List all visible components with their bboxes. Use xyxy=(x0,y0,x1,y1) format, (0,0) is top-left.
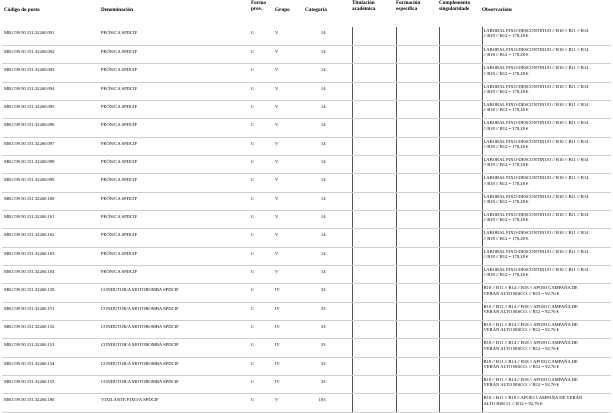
cell-complemento xyxy=(439,100,482,118)
obs-line-1: B10 // B11 // B14 // B18 // APOIO CAMPAÑA DE xyxy=(483,340,578,346)
cell-titulacion xyxy=(352,394,396,412)
table-row xyxy=(2,376,611,394)
cell-titulacion xyxy=(352,339,396,357)
cell-forma: C xyxy=(251,119,275,137)
obs-line-2: VERÁN ALTO RISCO. // B12 = 92,76 € xyxy=(483,290,559,296)
cell-grupo: IV xyxy=(275,339,305,357)
table-row xyxy=(2,192,611,210)
cell-denominacion: CONDUTOR/A MOTOBOMBA SPDCIF xyxy=(101,321,251,339)
cell-codigo: MR.C99.50.151.32260.155 xyxy=(2,376,101,394)
cell-titulacion xyxy=(352,45,396,63)
cell-grupo: V xyxy=(275,119,305,137)
cell-forma: C xyxy=(251,229,275,247)
cell-categoria: 103 xyxy=(305,394,352,412)
cell-grupo: V xyxy=(275,210,305,228)
cell-titulacion xyxy=(352,210,396,228)
cell-formacion xyxy=(396,64,439,82)
cell-observacions xyxy=(482,339,611,357)
cell-grupo: IV xyxy=(275,284,305,302)
cell-codigo: MR.C99.50.151.32260.101 xyxy=(2,210,101,228)
cell-observacions xyxy=(482,192,611,210)
cell-categoria: 14 xyxy=(305,45,352,63)
cell-titulacion xyxy=(352,321,396,339)
obs-line-2: // B18 // B12 = 178,28 € xyxy=(483,125,529,131)
cell-complemento xyxy=(439,302,482,320)
cell-titulacion xyxy=(352,376,396,394)
cell-complemento xyxy=(439,174,482,192)
cell-denominacion: PEÓN/CA SPDCIF xyxy=(101,100,251,118)
cell-titulacion xyxy=(352,265,396,283)
cell-denominacion: CONDUTOR/A MOTOBOMBA SPDCIF xyxy=(101,302,251,320)
cell-forma: C xyxy=(251,210,275,228)
cell-titulacion xyxy=(352,155,396,173)
table-row xyxy=(2,27,611,45)
cell-observacions xyxy=(482,247,611,265)
cell-formacion xyxy=(396,192,439,210)
obs-line-1: LABORAL FIXO-DESCONTINUO // B10 // B11 // B14 xyxy=(483,28,589,33)
cell-observacions xyxy=(482,302,611,320)
cell-complemento xyxy=(439,284,482,302)
obs-line-2: VERÁN ALTO RISCO. // B12 = 92,76 € xyxy=(483,327,559,333)
cell-forma: C xyxy=(251,247,275,265)
cell-observacions xyxy=(482,357,611,375)
cell-denominacion: PEÓN/CA SPDCIF xyxy=(101,45,251,63)
cell-observacions xyxy=(482,210,611,228)
cell-grupo: V xyxy=(275,192,305,210)
header-row xyxy=(2,0,611,27)
cell-codigo: MR.C99.50.151.32260.151 xyxy=(2,302,101,320)
cell-categoria: 14 xyxy=(305,100,352,118)
cell-forma: C xyxy=(251,284,275,302)
cell-codigo: MR.C99.50.151.32260.103 xyxy=(2,247,101,265)
cell-observacions xyxy=(482,155,611,173)
cell-complemento xyxy=(439,376,482,394)
cell-categoria: 33 xyxy=(305,321,352,339)
cell-codigo: MR.C99.50.151.32260.093 xyxy=(2,64,101,82)
cell-codigo: MR.C99.50.151.32260.091 xyxy=(2,27,101,45)
cell-grupo: V xyxy=(275,247,305,265)
obs-line-1: LABORAL FIXO-DESCONTINUO // B10 // B11 // B14 xyxy=(483,101,589,107)
cell-formacion xyxy=(396,210,439,228)
obs-line-1: LABORAL FIXO-DESCONTINUO // B10 // B11 // B14 xyxy=(483,65,589,71)
cell-observacions xyxy=(482,82,611,100)
cell-forma: C xyxy=(251,265,275,283)
cell-complemento xyxy=(439,64,482,82)
obs-line-1: B10 // B11 // B18 // APOIO CAMPAÑA DE VERÁN xyxy=(483,395,583,401)
table-row xyxy=(2,119,611,137)
obs-line-2: VERÁN ALTO RISCO. // B12 = 92,76 € xyxy=(483,364,559,370)
cell-codigo: MR.C99.50.151.32260.152 xyxy=(2,321,101,339)
cell-formacion xyxy=(396,394,439,412)
cell-codigo: MR.C99.50.151.32260.154 xyxy=(2,357,101,375)
cell-codigo: MR.C99.50.151.32260.099 xyxy=(2,174,101,192)
obs-line-2: // B18 // B12 = 178,28 € xyxy=(483,33,529,39)
cell-forma: C xyxy=(251,64,275,82)
cell-codigo: MR.C99.50.151.32260.102 xyxy=(2,229,101,247)
cell-denominacion: PEÓN/CA SPDCIF xyxy=(101,137,251,155)
obs-line-1: LABORAL FIXO-DESCONTINUO // B10 // B11 // B14 xyxy=(483,46,589,52)
obs-line-1: B10 // B11 // B14 // B18 // APOIO CAMPAÑA DE xyxy=(483,285,578,291)
table-row xyxy=(2,265,611,283)
cell-formacion xyxy=(396,45,439,63)
cell-denominacion: PEÓN/CA SPDCIF xyxy=(101,64,251,82)
cell-forma: C xyxy=(251,302,275,320)
cell-forma: C xyxy=(251,376,275,394)
cell-grupo: V xyxy=(275,64,305,82)
cell-forma: C xyxy=(251,174,275,192)
cell-codigo: MR.C99.50.151.32260.180 xyxy=(2,394,101,412)
cell-titulacion xyxy=(352,119,396,137)
cell-categoria: 14 xyxy=(305,155,352,173)
cell-forma: C xyxy=(251,339,275,357)
cell-categoria: 33 xyxy=(305,302,352,320)
cell-formacion xyxy=(396,357,439,375)
cell-formacion xyxy=(396,247,439,265)
cell-titulacion xyxy=(352,82,396,100)
cell-titulacion xyxy=(352,284,396,302)
cell-denominacion: PEÓN/CA SPDCIF xyxy=(101,119,251,137)
cell-grupo: IV xyxy=(275,376,305,394)
obs-line-2: // B18 // B12 = 178,28 € xyxy=(483,107,529,113)
cell-complemento xyxy=(439,192,482,210)
cell-complemento xyxy=(439,155,482,173)
header-categoria: Categoría xyxy=(305,7,327,13)
table-row xyxy=(2,64,611,82)
cell-grupo: V xyxy=(275,27,305,45)
obs-line-2: VERÁN ALTO RISCO. // B12 = 92,76 € xyxy=(483,345,559,351)
cell-forma: C xyxy=(251,27,275,45)
obs-line-2: // B18 // B12 = 178,28 € xyxy=(483,162,529,168)
cell-denominacion: PEÓN/CA SPDCIF xyxy=(101,229,251,247)
cell-categoria: 33 xyxy=(305,376,352,394)
cell-complemento xyxy=(439,394,482,412)
obs-line-2: // B18 // B12 = 178,28 € xyxy=(483,217,529,223)
obs-line-1: B10 // B11 // B14 // B18 // APOIO CAMPAÑA DE xyxy=(483,377,578,383)
cell-categoria: 14 xyxy=(305,229,352,247)
table-row xyxy=(2,100,611,118)
cell-complemento xyxy=(439,119,482,137)
posts-table xyxy=(2,0,611,413)
cell-complemento xyxy=(439,229,482,247)
cell-formacion xyxy=(396,100,439,118)
cell-complemento xyxy=(439,27,482,45)
cell-categoria: 14 xyxy=(305,64,352,82)
cell-categoria: 14 xyxy=(305,137,352,155)
obs-line-2: // B18 // B12 = 178,28 € xyxy=(483,272,529,278)
cell-categoria: 14 xyxy=(305,265,352,283)
header-formacion: Formación específica xyxy=(396,0,421,12)
cell-observacions xyxy=(482,321,611,339)
cell-denominacion: PEÓN/CA SPDCIF xyxy=(101,155,251,173)
cell-observacions xyxy=(482,174,611,192)
cell-observacions xyxy=(482,265,611,283)
table-row xyxy=(2,155,611,173)
obs-line-2: // B18 // B12 = 178,28 € xyxy=(483,88,529,94)
table-row xyxy=(2,284,611,302)
cell-formacion xyxy=(396,302,439,320)
cell-categoria: 14 xyxy=(305,210,352,228)
cell-titulacion xyxy=(352,137,396,155)
obs-line-1: B10 // B11 // B14 // B18 // APOIO CAMPAÑA DE xyxy=(483,322,578,327)
cell-denominacion: PEÓN/CA SPDCIF xyxy=(101,82,251,100)
cell-grupo: V xyxy=(275,394,305,412)
table-row xyxy=(2,394,611,412)
cell-categoria: 33 xyxy=(305,339,352,357)
obs-line-1: LABORAL FIXO-DESCONTINUO // B10 // B11 // B14 xyxy=(483,120,589,126)
cell-denominacion: PEÓN/CA SPDCIF xyxy=(101,210,251,228)
obs-line-1: B10 // B11 // B14 // B18 // APOIO CAMPAÑA DE xyxy=(483,303,578,309)
cell-titulacion xyxy=(352,174,396,192)
cell-complemento xyxy=(439,321,482,339)
obs-line-1: LABORAL FIXO-DESCONTINUO // B10 // B11 // B14 xyxy=(483,193,589,199)
table-row xyxy=(2,210,611,228)
cell-formacion xyxy=(396,137,439,155)
obs-line-1: LABORAL FIXO-DESCONTINUO // B10 // B11 // B14 xyxy=(483,156,589,162)
cell-denominacion: PEÓN/CA SPDCIF xyxy=(101,27,251,45)
cell-denominacion: CONDUTOR/A MOTOBOMBA SPDCIF xyxy=(101,284,251,302)
table-row xyxy=(2,45,611,63)
cell-codigo: MR.C99.50.151.32260.092 xyxy=(2,45,101,63)
header-denominacion: Denominación xyxy=(101,7,133,13)
cell-observacions xyxy=(482,137,611,155)
cell-denominacion: PEÓN/CA SPDCIF xyxy=(101,247,251,265)
table-row xyxy=(2,339,611,357)
cell-denominacion: CONDUTOR/A MOTOBOMBA SPDCIF xyxy=(101,357,251,375)
cell-formacion xyxy=(396,174,439,192)
header-codigo: Código do posto xyxy=(4,7,40,13)
cell-categoria: 14 xyxy=(305,82,352,100)
table-row xyxy=(2,357,611,375)
table-row xyxy=(2,174,611,192)
cell-denominacion: PEÓN/CA SPDCIF xyxy=(101,174,251,192)
cell-grupo: IV xyxy=(275,302,305,320)
cell-forma: C xyxy=(251,192,275,210)
cell-complemento xyxy=(439,247,482,265)
obs-line-1: LABORAL FIXO-DESCONTINUO // B10 // B11 // B14 xyxy=(483,248,589,254)
cell-complemento xyxy=(439,210,482,228)
cell-observacions xyxy=(482,284,611,302)
obs-line-2: // B18 // B12 = 178,28 € xyxy=(483,254,529,260)
cell-grupo: V xyxy=(275,155,305,173)
cell-denominacion: PEÓN/CA SPDCIF xyxy=(101,192,251,210)
cell-grupo: IV xyxy=(275,321,305,339)
cell-titulacion xyxy=(352,100,396,118)
cell-grupo: V xyxy=(275,265,305,283)
obs-line-1: LABORAL FIXO-DESCONTINUO // B10 // B11 // B14 xyxy=(483,83,589,89)
header-grupo: Grupo xyxy=(275,7,290,13)
cell-formacion xyxy=(396,229,439,247)
table-row xyxy=(2,137,611,155)
cell-codigo: MR.C99.50.151.32260.153 xyxy=(2,339,101,357)
cell-complemento xyxy=(439,137,482,155)
cell-grupo: IV xyxy=(275,357,305,375)
cell-grupo: V xyxy=(275,82,305,100)
obs-line-1: LABORAL FIXO-DESCONTINUO // B10 // B11 // B14 xyxy=(483,230,589,236)
cell-titulacion xyxy=(352,302,396,320)
obs-line-2: VERÁN ALTO RISCO. // B12 = 92,76 € xyxy=(483,309,559,315)
cell-titulacion xyxy=(352,357,396,375)
cell-observacions xyxy=(482,376,611,394)
cell-formacion xyxy=(396,321,439,339)
table-body xyxy=(2,27,611,412)
cell-complemento xyxy=(439,265,482,283)
cell-grupo: V xyxy=(275,45,305,63)
cell-codigo: MR.C99.50.151.32260.100 xyxy=(2,192,101,210)
obs-line-1: LABORAL FIXO-DESCONTINUO // B10 // B11 // B14 xyxy=(483,138,589,144)
cell-forma: C xyxy=(251,321,275,339)
table-row xyxy=(2,302,611,320)
obs-line-2: // B18 // B12 = 178,28 € xyxy=(483,70,529,76)
cell-categoria: 14 xyxy=(305,27,352,45)
cell-categoria: 14 xyxy=(305,247,352,265)
cell-formacion xyxy=(396,119,439,137)
cell-formacion xyxy=(396,284,439,302)
cell-forma: C xyxy=(251,45,275,63)
cell-complemento xyxy=(439,357,482,375)
cell-titulacion xyxy=(352,64,396,82)
cell-forma: C xyxy=(251,394,275,412)
cell-observacions xyxy=(482,394,611,412)
cell-grupo: V xyxy=(275,174,305,192)
cell-titulacion xyxy=(352,27,396,45)
header-forma: Forma prov. xyxy=(251,0,266,12)
obs-line-2: // B18 // B12 = 178,28 € xyxy=(483,235,529,241)
cell-formacion xyxy=(396,155,439,173)
cell-complemento xyxy=(439,339,482,357)
header-titulacion: Titulación académica xyxy=(352,0,376,12)
obs-line-2: // B18 // B12 = 178,28 € xyxy=(483,52,529,58)
cell-formacion xyxy=(396,376,439,394)
obs-line-1: LABORAL FIXO-DESCONTINUO // B10 // B11 // B14 xyxy=(483,175,589,181)
cell-codigo: MR.C99.50.151.32260.150 xyxy=(2,284,101,302)
obs-line-2: ALTO RISCO. // B12 = 92,76 € xyxy=(483,400,543,406)
obs-line-1: B10 // B11 // B14 // B18 // APOIO CAMPAÑA DE xyxy=(483,358,578,364)
cell-observacions xyxy=(482,64,611,82)
cell-grupo: V xyxy=(275,229,305,247)
obs-line-2: // B18 // B12 = 178,28 € xyxy=(483,199,529,204)
table-row xyxy=(2,321,611,339)
cell-categoria: 14 xyxy=(305,119,352,137)
cell-categoria: 33 xyxy=(305,357,352,375)
obs-line-2: VERÁN ALTO RISCO. // B12 = 92,76 € xyxy=(483,382,559,388)
cell-observacions xyxy=(482,100,611,118)
cell-grupo: V xyxy=(275,137,305,155)
table-row xyxy=(2,229,611,247)
cell-codigo: MR.C99.50.151.32260.097 xyxy=(2,137,101,155)
obs-line-2: // B18 // B12 = 178,28 € xyxy=(483,143,529,149)
cell-codigo: MR.C99.50.151.32260.094 xyxy=(2,82,101,100)
obs-line-1: LABORAL FIXO-DESCONTINUO // B10 // B11 // B14 xyxy=(483,211,589,217)
cell-denominacion: VIXILANTE FIXO/A SPDCIF xyxy=(101,394,251,412)
table-row xyxy=(2,82,611,100)
cell-titulacion xyxy=(352,229,396,247)
cell-categoria: 14 xyxy=(305,192,352,210)
cell-formacion xyxy=(396,339,439,357)
cell-formacion xyxy=(396,265,439,283)
cell-forma: C xyxy=(251,137,275,155)
cell-forma: C xyxy=(251,155,275,173)
cell-observacions xyxy=(482,229,611,247)
header-complemento: Complemento singularidade xyxy=(439,0,471,12)
cell-titulacion xyxy=(352,247,396,265)
header-observacions: Observacións xyxy=(482,7,512,13)
cell-titulacion xyxy=(352,192,396,210)
cell-categoria: 33 xyxy=(305,284,352,302)
cell-forma: C xyxy=(251,82,275,100)
cell-forma: C xyxy=(251,100,275,118)
cell-denominacion: CONDUTOR/A MOTOBOMBA SPDCIF xyxy=(101,376,251,394)
cell-codigo: MR.C99.50.151.32260.098 xyxy=(2,155,101,173)
obs-line-1: LABORAL FIXO-DESCONTINUO // B10 // B11 // B14 xyxy=(483,266,589,272)
cell-observacions xyxy=(482,119,611,137)
cell-denominacion: CONDUTOR/A MOTOBOMBA SPDCIF xyxy=(101,339,251,357)
cell-complemento xyxy=(439,45,482,63)
cell-formacion xyxy=(396,82,439,100)
cell-categoria: 14 xyxy=(305,174,352,192)
cell-forma: C xyxy=(251,357,275,375)
cell-complemento xyxy=(439,82,482,100)
cell-codigo: MR.C99.50.151.32260.095 xyxy=(2,100,101,118)
cell-denominacion: PEÓN/CA SPDCIF xyxy=(101,265,251,283)
cell-grupo: V xyxy=(275,100,305,118)
obs-line-2: // B18 // B12 = 178,28 € xyxy=(483,180,529,186)
cell-observacions xyxy=(482,27,611,45)
cell-observacions xyxy=(482,45,611,63)
cell-codigo: MR.C99.50.151.32260.096 xyxy=(2,119,101,137)
cell-codigo: MR.C99.50.151.32260.104 xyxy=(2,265,101,283)
cell-formacion xyxy=(396,27,439,45)
table-row xyxy=(2,247,611,265)
